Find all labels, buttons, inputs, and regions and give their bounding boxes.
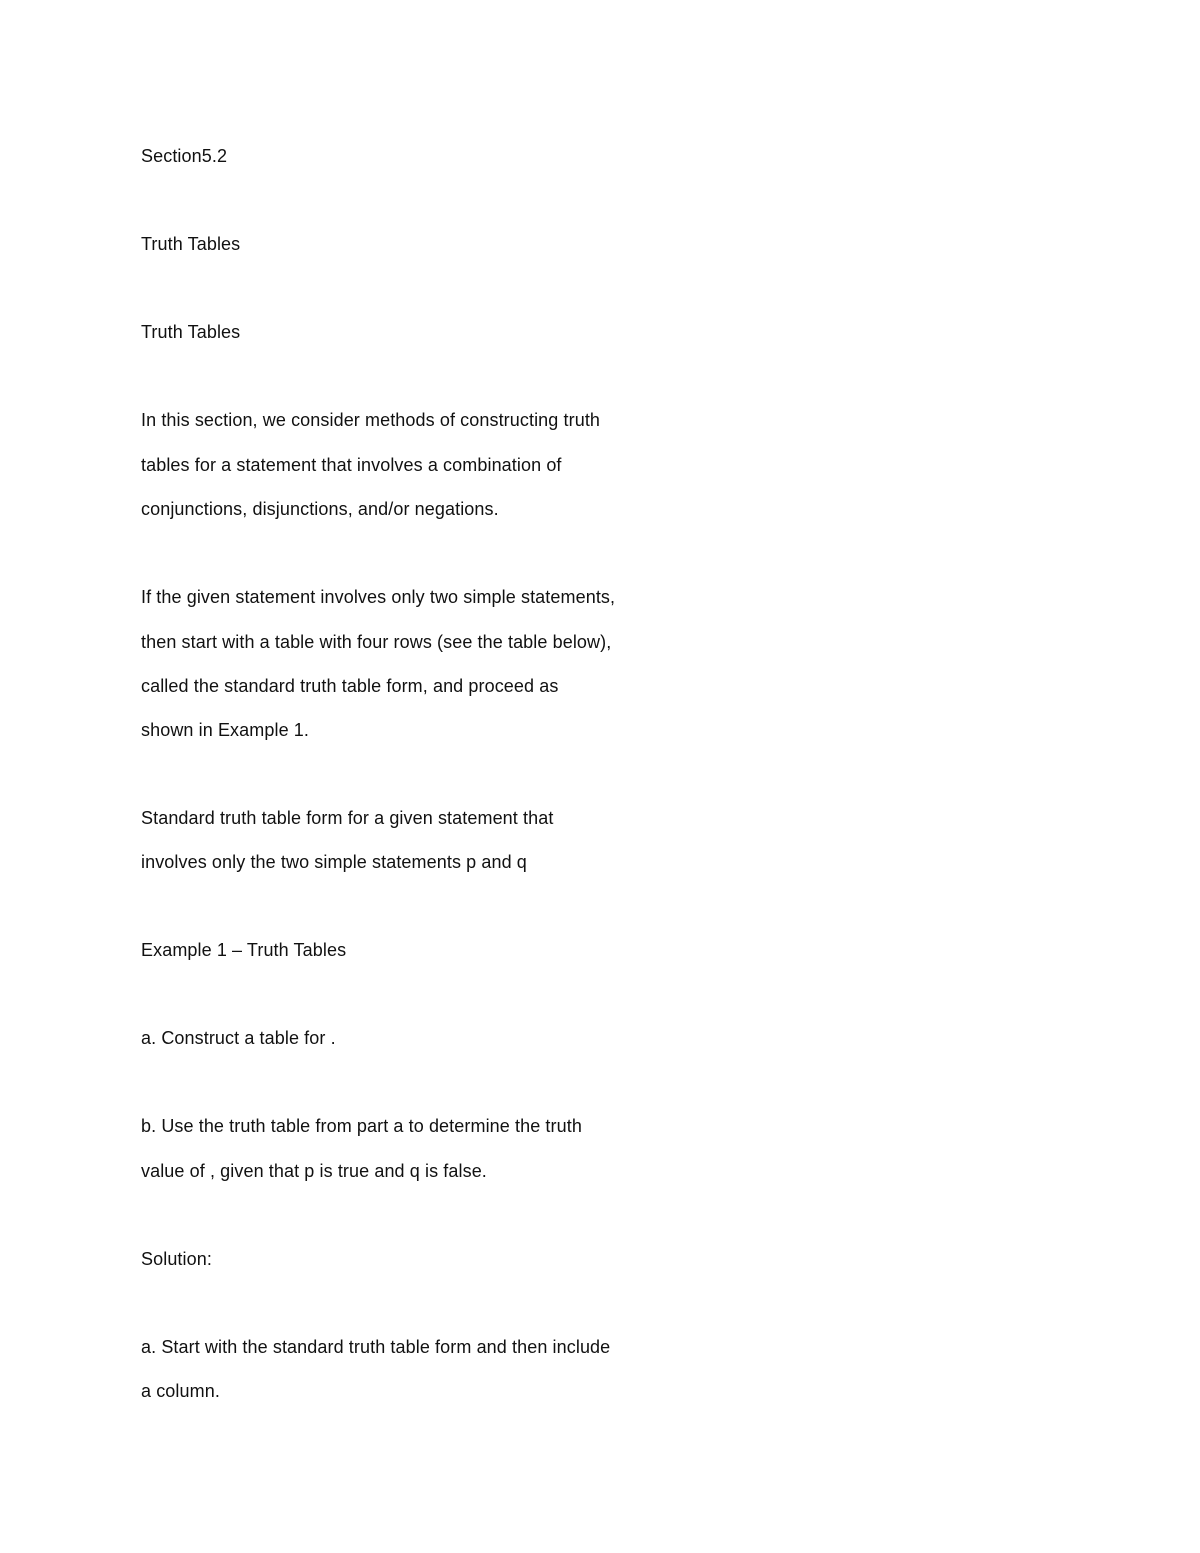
- solution-a-line-1: a. Start with the standard truth table form and then include: [141, 1337, 611, 1357]
- paragraph2-line-1: If the given statement involves only two simple statements,: [141, 587, 616, 607]
- paragraph3-line-1: Standard truth table form for a given statement that: [141, 808, 554, 828]
- intro-line-1: In this section, we consider methods of constructing truth: [141, 410, 601, 430]
- paragraph3-line-2: involves only the two simple statements p and q: [141, 852, 527, 872]
- example-heading: Example 1 – Truth Tables: [141, 940, 347, 960]
- solution-a-line-2: a column.: [141, 1381, 220, 1401]
- page-subtitle: Truth Tables: [141, 322, 241, 342]
- page-title: Truth Tables: [141, 234, 241, 254]
- part-a-text: a. Construct a table for .: [141, 1028, 336, 1048]
- solution-label: Solution:: [141, 1249, 212, 1269]
- paragraph2-line-3: called the standard truth table form, and proceed as: [141, 676, 559, 696]
- section-heading: Section5.2: [141, 146, 228, 166]
- intro-line-2: tables for a statement that involves a combination of: [141, 455, 562, 475]
- part-b-line-2: value of , given that p is true and q is false.: [141, 1161, 487, 1181]
- intro-line-3: conjunctions, disjunctions, and/or negations.: [141, 499, 499, 519]
- part-b-line-1: b. Use the truth table from part a to determine the truth: [141, 1116, 582, 1136]
- paragraph2-line-2: then start with a table with four rows (see the table below),: [141, 632, 612, 652]
- paragraph2-line-4: shown in Example 1.: [141, 720, 309, 740]
